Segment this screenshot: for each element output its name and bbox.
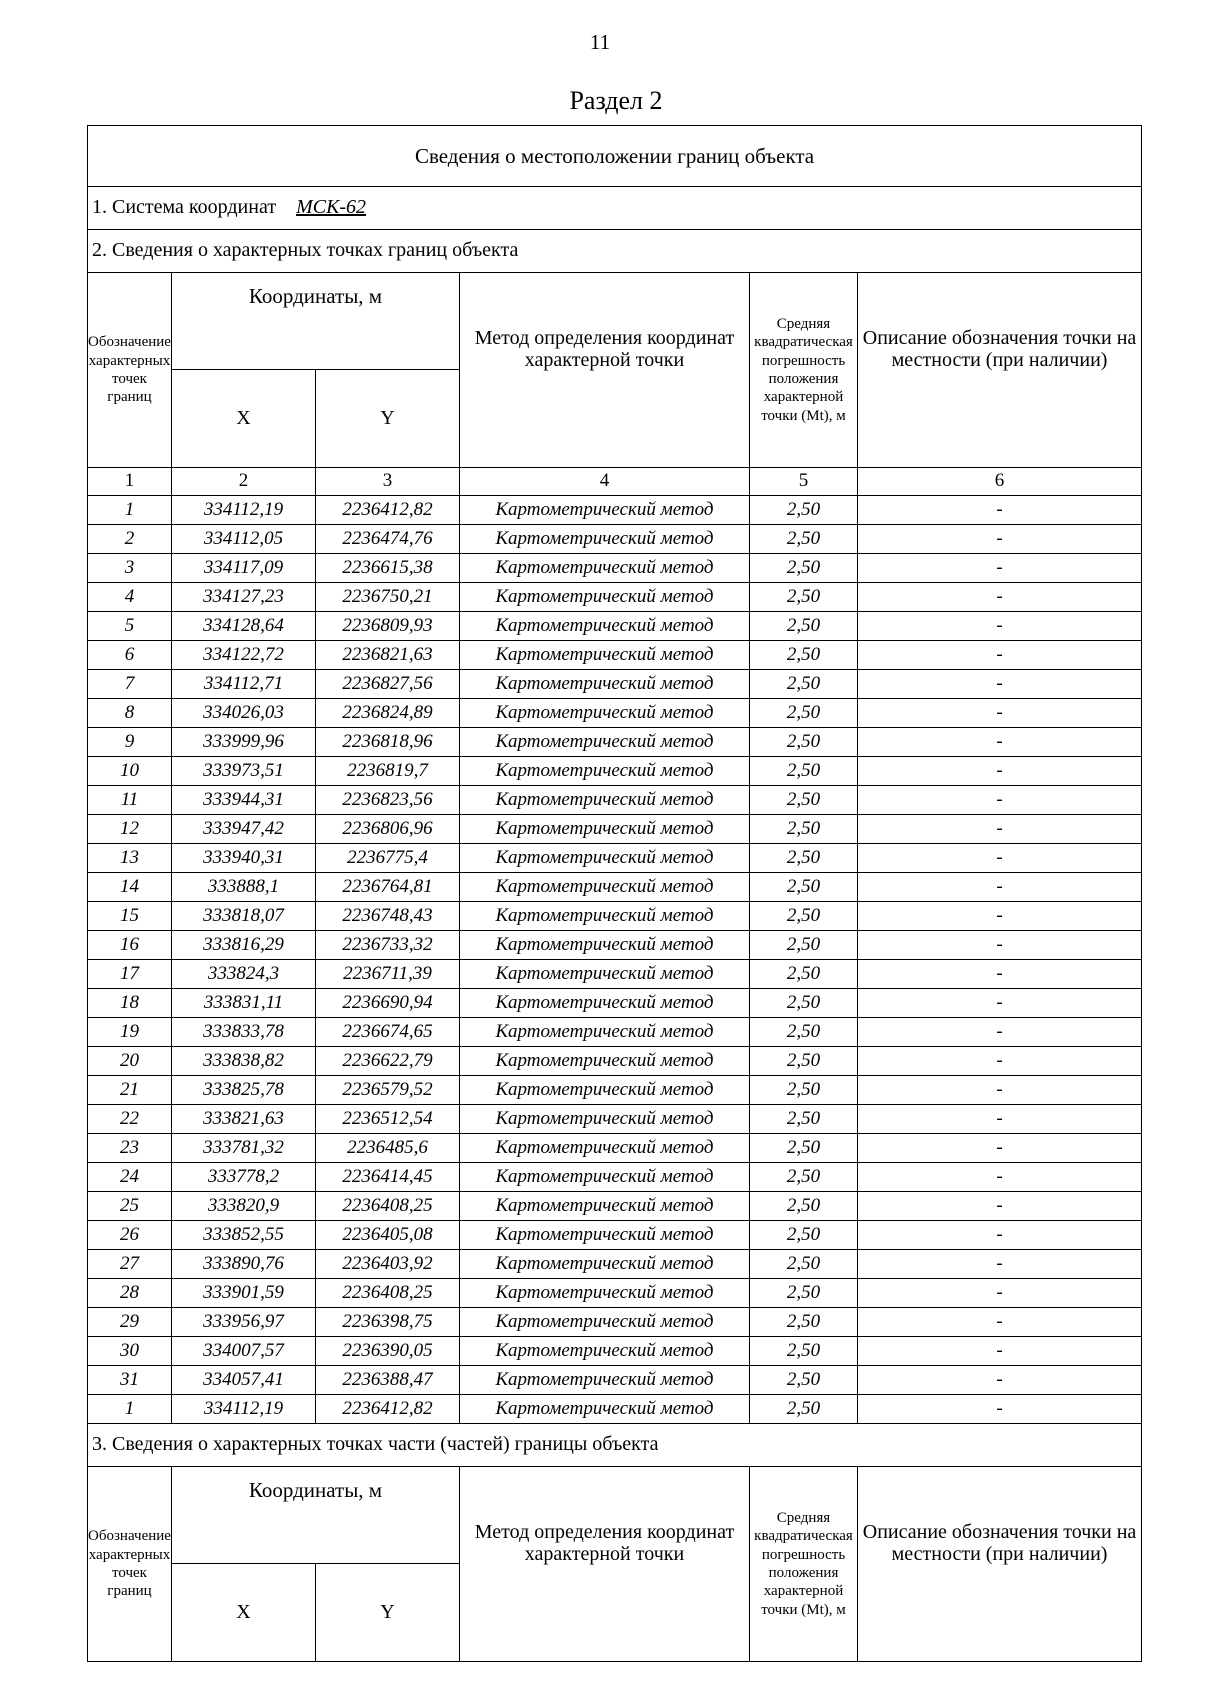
boundary-table (87, 125, 1142, 1662)
table-row (88, 873, 1142, 902)
description-cell: - (858, 612, 1142, 641)
point-cell: 16 (88, 931, 172, 960)
description-cell: - (858, 1221, 1142, 1250)
mt-cell: 2,50 (750, 757, 858, 786)
mt-cell: 2,50 (750, 1250, 858, 1279)
description-cell: - (858, 1134, 1142, 1163)
point-cell: 25 (88, 1192, 172, 1221)
method-cell: Картометрический метод (460, 902, 750, 931)
method-cell: Картометрический метод (460, 1221, 750, 1250)
method-cell: Картометрический метод (460, 931, 750, 960)
table-row (88, 583, 1142, 612)
y-cell: 2236775,4 (316, 844, 460, 873)
mt-cell: 2,50 (750, 612, 858, 641)
header-designation: Обозначение характерных точек границ (88, 273, 172, 468)
table-row (88, 1105, 1142, 1134)
description-cell: - (858, 1366, 1142, 1395)
description-cell: - (858, 1337, 1142, 1366)
table-row (88, 496, 1142, 525)
mt-cell: 2,50 (750, 1279, 858, 1308)
x-cell: 333999,96 (172, 728, 316, 757)
description-cell: - (858, 1018, 1142, 1047)
method-cell: Картометрический метод (460, 1308, 750, 1337)
table-row (88, 960, 1142, 989)
table-row (88, 1366, 1142, 1395)
x-cell: 333821,63 (172, 1105, 316, 1134)
y-cell: 2236750,21 (316, 583, 460, 612)
method-cell: Картометрический метод (460, 699, 750, 728)
x-cell: 334057,41 (172, 1366, 316, 1395)
table-row (88, 641, 1142, 670)
description-cell: - (858, 844, 1142, 873)
mt-cell: 2,50 (750, 815, 858, 844)
table-row (88, 757, 1142, 786)
page-number: 11 (589, 30, 611, 54)
header-y-2: Y (316, 1564, 460, 1662)
y-cell: 2236388,47 (316, 1366, 460, 1395)
header-designation-2: Обозначение характерных точек границ (88, 1467, 172, 1662)
point-cell: 19 (88, 1018, 172, 1047)
x-cell: 334026,03 (172, 699, 316, 728)
mt-cell: 2,50 (750, 583, 858, 612)
description-cell: - (858, 641, 1142, 670)
table-row (88, 728, 1142, 757)
header-method: Метод определения координат характерной точки (460, 273, 750, 468)
col-number: 2 (172, 468, 316, 496)
description-cell: - (858, 989, 1142, 1018)
method-cell: Картометрический метод (460, 641, 750, 670)
y-cell: 2236403,92 (316, 1250, 460, 1279)
coord-system-row (88, 187, 1142, 230)
col-number: 6 (858, 468, 1142, 496)
mt-cell: 2,50 (750, 1105, 858, 1134)
x-cell: 333838,82 (172, 1047, 316, 1076)
description-cell: - (858, 902, 1142, 931)
coord-system-value: МСК-62 (296, 196, 367, 219)
description-cell: - (858, 1250, 1142, 1279)
point-cell: 17 (88, 960, 172, 989)
description-cell: - (858, 960, 1142, 989)
y-cell: 2236412,82 (316, 1395, 460, 1424)
mt-cell: 2,50 (750, 873, 858, 902)
point-cell: 26 (88, 1221, 172, 1250)
header-method-2: Метод определения координат характерной точки (460, 1467, 750, 1662)
table-row (88, 1134, 1142, 1163)
method-cell: Картометрический метод (460, 583, 750, 612)
mt-cell: 2,50 (750, 931, 858, 960)
y-cell: 2236579,52 (316, 1076, 460, 1105)
subsection2-title: 2. Сведения о характерных точках границ объекта (88, 230, 1142, 273)
table-row (88, 612, 1142, 641)
y-cell: 2236733,32 (316, 931, 460, 960)
method-cell: Картометрический метод (460, 525, 750, 554)
y-cell: 2236405,08 (316, 1221, 460, 1250)
mt-cell: 2,50 (750, 699, 858, 728)
x-cell: 334112,05 (172, 525, 316, 554)
point-cell: 21 (88, 1076, 172, 1105)
x-cell: 333947,42 (172, 815, 316, 844)
y-cell: 2236408,25 (316, 1192, 460, 1221)
table-row (88, 902, 1142, 931)
table-row (88, 1221, 1142, 1250)
table-row (88, 1250, 1142, 1279)
description-cell: - (858, 1047, 1142, 1076)
description-cell: - (858, 815, 1142, 844)
y-cell: 2236408,25 (316, 1279, 460, 1308)
description-cell: - (858, 1163, 1142, 1192)
y-cell: 2236821,63 (316, 641, 460, 670)
x-cell: 333890,76 (172, 1250, 316, 1279)
description-cell: - (858, 728, 1142, 757)
x-cell: 333888,1 (172, 873, 316, 902)
point-cell: 9 (88, 728, 172, 757)
mt-cell: 2,50 (750, 1018, 858, 1047)
description-cell: - (858, 583, 1142, 612)
mt-cell: 2,50 (750, 989, 858, 1018)
x-cell: 333901,59 (172, 1279, 316, 1308)
point-cell: 22 (88, 1105, 172, 1134)
method-cell: Картометрический метод (460, 1250, 750, 1279)
header-x-2: X (172, 1564, 316, 1662)
y-cell: 2236823,56 (316, 786, 460, 815)
description-cell: - (858, 1279, 1142, 1308)
method-cell: Картометрический метод (460, 1366, 750, 1395)
x-cell: 334122,72 (172, 641, 316, 670)
y-cell: 2236764,81 (316, 873, 460, 902)
header-description: Описание обозначения точки на местности (при наличии) (858, 273, 1142, 468)
method-cell: Картометрический метод (460, 1192, 750, 1221)
table-title: Сведения о местоположении границ объекта (88, 126, 1142, 187)
x-cell: 333833,78 (172, 1018, 316, 1047)
mt-cell: 2,50 (750, 1308, 858, 1337)
table-row (88, 989, 1142, 1018)
method-cell: Картометрический метод (460, 815, 750, 844)
x-cell: 333973,51 (172, 757, 316, 786)
x-cell: 333944,31 (172, 786, 316, 815)
point-cell: 4 (88, 583, 172, 612)
column-numbers-row (88, 468, 1142, 496)
table-row (88, 1163, 1142, 1192)
mt-cell: 2,50 (750, 1395, 858, 1424)
description-cell: - (858, 525, 1142, 554)
x-cell: 333818,07 (172, 902, 316, 931)
x-cell: 334112,19 (172, 496, 316, 525)
col-number: 4 (460, 468, 750, 496)
header-error-2: Средняя квадратическая погрешность положения характерной точки (Mt), м (750, 1467, 858, 1662)
description-cell: - (858, 931, 1142, 960)
y-cell: 2236615,38 (316, 554, 460, 583)
x-cell: 333824,3 (172, 960, 316, 989)
point-cell: 18 (88, 989, 172, 1018)
description-cell: - (858, 496, 1142, 525)
mt-cell: 2,50 (750, 786, 858, 815)
y-cell: 2236711,39 (316, 960, 460, 989)
description-cell: - (858, 1308, 1142, 1337)
point-cell: 7 (88, 670, 172, 699)
mt-cell: 2,50 (750, 1163, 858, 1192)
header-coords: Координаты, м (172, 273, 460, 370)
mt-cell: 2,50 (750, 1366, 858, 1395)
x-cell: 333825,78 (172, 1076, 316, 1105)
mt-cell: 2,50 (750, 641, 858, 670)
y-cell: 2236818,96 (316, 728, 460, 757)
method-cell: Картометрический метод (460, 786, 750, 815)
point-cell: 12 (88, 815, 172, 844)
y-cell: 2236512,54 (316, 1105, 460, 1134)
x-cell: 334117,09 (172, 554, 316, 583)
table-row (88, 670, 1142, 699)
header-coords-2: Координаты, м (172, 1467, 460, 1564)
x-cell: 334007,57 (172, 1337, 316, 1366)
y-cell: 2236412,82 (316, 496, 460, 525)
mt-cell: 2,50 (750, 728, 858, 757)
method-cell: Картометрический метод (460, 1163, 750, 1192)
point-cell: 20 (88, 1047, 172, 1076)
y-cell: 2236398,75 (316, 1308, 460, 1337)
y-cell: 2236748,43 (316, 902, 460, 931)
col-number: 3 (316, 468, 460, 496)
description-cell: - (858, 699, 1142, 728)
y-cell: 2236824,89 (316, 699, 460, 728)
method-cell: Картометрический метод (460, 728, 750, 757)
y-cell: 2236690,94 (316, 989, 460, 1018)
point-cell: 6 (88, 641, 172, 670)
method-cell: Картометрический метод (460, 1134, 750, 1163)
col-number: 1 (88, 468, 172, 496)
point-cell: 23 (88, 1134, 172, 1163)
method-cell: Картометрический метод (460, 1047, 750, 1076)
method-cell: Картометрический метод (460, 1018, 750, 1047)
method-cell: Картометрический метод (460, 612, 750, 641)
table-row (88, 786, 1142, 815)
point-cell: 14 (88, 873, 172, 902)
method-cell: Картометрический метод (460, 496, 750, 525)
description-cell: - (858, 786, 1142, 815)
y-cell: 2236809,93 (316, 612, 460, 641)
mt-cell: 2,50 (750, 902, 858, 931)
point-cell: 3 (88, 554, 172, 583)
x-cell: 333956,97 (172, 1308, 316, 1337)
header-x: X (172, 370, 316, 468)
table-row (88, 844, 1142, 873)
point-cell: 30 (88, 1337, 172, 1366)
point-cell: 31 (88, 1366, 172, 1395)
table-row (88, 1395, 1142, 1424)
table-row (88, 1047, 1142, 1076)
y-cell: 2236414,45 (316, 1163, 460, 1192)
point-cell: 13 (88, 844, 172, 873)
point-cell: 8 (88, 699, 172, 728)
description-cell: - (858, 670, 1142, 699)
y-cell: 2236827,56 (316, 670, 460, 699)
method-cell: Картометрический метод (460, 670, 750, 699)
method-cell: Картометрический метод (460, 554, 750, 583)
mt-cell: 2,50 (750, 1134, 858, 1163)
mt-cell: 2,50 (750, 844, 858, 873)
x-cell: 333831,11 (172, 989, 316, 1018)
header-description-2: Описание обозначения точки на местности (при наличии) (858, 1467, 1142, 1662)
x-cell: 333816,29 (172, 931, 316, 960)
mt-cell: 2,50 (750, 1076, 858, 1105)
mt-cell: 2,50 (750, 1047, 858, 1076)
x-cell: 333781,32 (172, 1134, 316, 1163)
point-cell: 1 (88, 496, 172, 525)
method-cell: Картометрический метод (460, 1337, 750, 1366)
mt-cell: 2,50 (750, 554, 858, 583)
method-cell: Картометрический метод (460, 757, 750, 786)
coord-system-label: 1. Система координат (92, 196, 277, 219)
method-cell: Картометрический метод (460, 1395, 750, 1424)
x-cell: 334112,19 (172, 1395, 316, 1424)
description-cell: - (858, 1395, 1142, 1424)
header-error: Средняя квадратическая погрешность положения характерной точки (Mt), м (750, 273, 858, 468)
point-cell: 29 (88, 1308, 172, 1337)
method-cell: Картометрический метод (460, 1105, 750, 1134)
mt-cell: 2,50 (750, 525, 858, 554)
mt-cell: 2,50 (750, 496, 858, 525)
description-cell: - (858, 554, 1142, 583)
method-cell: Картометрический метод (460, 960, 750, 989)
method-cell: Картометрический метод (460, 1279, 750, 1308)
table-row (88, 1337, 1142, 1366)
y-cell: 2236474,76 (316, 525, 460, 554)
x-cell: 334128,64 (172, 612, 316, 641)
y-cell: 2236485,6 (316, 1134, 460, 1163)
mt-cell: 2,50 (750, 670, 858, 699)
y-cell: 2236390,05 (316, 1337, 460, 1366)
point-cell: 28 (88, 1279, 172, 1308)
col-number: 5 (750, 468, 858, 496)
point-cell: 10 (88, 757, 172, 786)
point-cell: 15 (88, 902, 172, 931)
y-cell: 2236674,65 (316, 1018, 460, 1047)
table-row (88, 931, 1142, 960)
description-cell: - (858, 873, 1142, 902)
method-cell: Картометрический метод (460, 1076, 750, 1105)
description-cell: - (858, 1076, 1142, 1105)
section-title: Раздел 2 (569, 86, 663, 115)
description-cell: - (858, 757, 1142, 786)
x-cell: 333852,55 (172, 1221, 316, 1250)
table-row (88, 815, 1142, 844)
x-cell: 333778,2 (172, 1163, 316, 1192)
method-cell: Картометрический метод (460, 873, 750, 902)
point-cell: 2 (88, 525, 172, 554)
description-cell: - (858, 1192, 1142, 1221)
y-cell: 2236819,7 (316, 757, 460, 786)
point-cell: 1 (88, 1395, 172, 1424)
mt-cell: 2,50 (750, 1221, 858, 1250)
mt-cell: 2,50 (750, 1192, 858, 1221)
table-row (88, 699, 1142, 728)
table-row (88, 525, 1142, 554)
table-row (88, 1308, 1142, 1337)
x-cell: 333940,31 (172, 844, 316, 873)
table-row (88, 554, 1142, 583)
y-cell: 2236806,96 (316, 815, 460, 844)
header-y: Y (316, 370, 460, 468)
y-cell: 2236622,79 (316, 1047, 460, 1076)
x-cell: 333820,9 (172, 1192, 316, 1221)
subsection3-title: 3. Сведения о характерных точках части (частей) границы объекта (88, 1424, 1142, 1467)
description-cell: - (858, 1105, 1142, 1134)
mt-cell: 2,50 (750, 1337, 858, 1366)
method-cell: Картометрический метод (460, 844, 750, 873)
point-cell: 5 (88, 612, 172, 641)
mt-cell: 2,50 (750, 960, 858, 989)
x-cell: 334112,71 (172, 670, 316, 699)
point-cell: 24 (88, 1163, 172, 1192)
table-row (88, 1076, 1142, 1105)
point-cell: 11 (88, 786, 172, 815)
table-row (88, 1279, 1142, 1308)
method-cell: Картометрический метод (460, 989, 750, 1018)
table-row (88, 1018, 1142, 1047)
table-row (88, 1192, 1142, 1221)
x-cell: 334127,23 (172, 583, 316, 612)
point-cell: 27 (88, 1250, 172, 1279)
